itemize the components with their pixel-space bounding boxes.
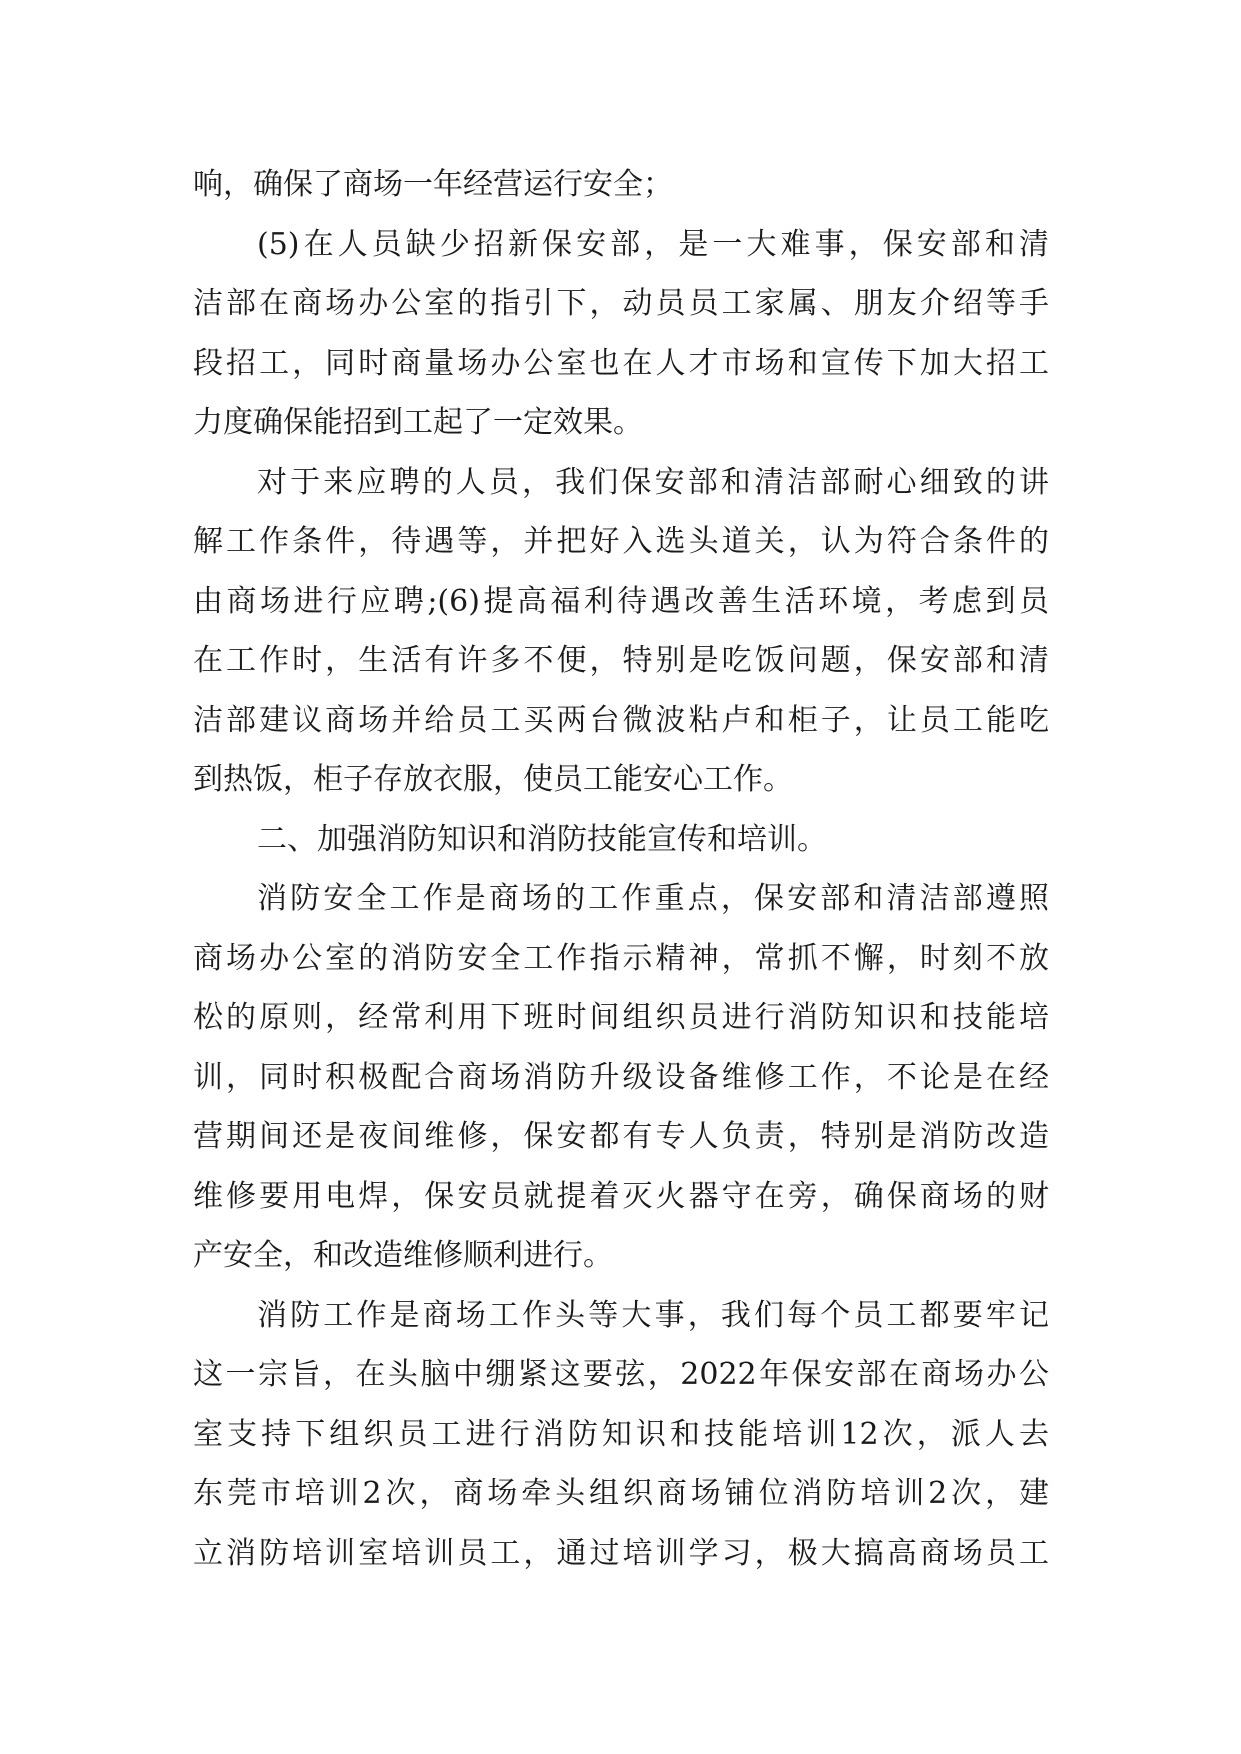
text-line: 响，确保了商场一年经营运行安全； — [193, 167, 673, 202]
text-line: 洁部建议商场并给员工买两台微波粘卢和柜子，让员工能吃 — [193, 702, 1049, 738]
text-line: 东莞市培训2次，商场牵头组织商场铺位消防培训2次，建 — [193, 1476, 1049, 1511]
text-line: 由商场进行应聘;(6)提高福利待遇改善生活环境，考虑到员 — [193, 583, 1049, 619]
text-line: 消防安全工作是商场的工作重点，保安部和清洁部遵照 — [257, 881, 1049, 916]
text-line: 在工作时，生活有许多不便，特别是吃饭问题，保安部和清 — [193, 643, 1049, 678]
text-line: 松的原则，经常利用下班时间组织员进行消防知识和技能培 — [193, 1000, 1049, 1035]
text-line: 立消防培训室培训员工，通过培训学习，极大搞高商场员工 — [193, 1535, 1049, 1571]
text-line: 洁部在商场办公室的指引下，动员员工家属、朋友介绍等手 — [193, 286, 1049, 321]
text-line: 解工作条件，待遇等，并把好入选头道关，认为符合条件的 — [193, 524, 1049, 559]
body-text — [193, 155, 1049, 1583]
text-line: 营期间还是夜间维修，保安都有专人负责，特别是消防改造 — [193, 1119, 1049, 1154]
text-line: 室支持下组织员工进行消防知识和技能培训12次，派人去 — [193, 1416, 1049, 1452]
text-line: 段招工，同时商量场办公室也在人才市场和宣传下加大招工 — [193, 345, 1049, 381]
text-line: 对于来应聘的人员，我们保安部和清洁部耐心细致的讲 — [257, 464, 1049, 500]
text-line: 二、加强消防知识和消防技能宣传和培训。 — [257, 821, 827, 857]
text-line: (5)在人员缺少招新保安部，是一大难事，保安部和清 — [257, 226, 1049, 262]
text-line: 这一宗旨，在头脑中绷紧这要弦，2022年保安部在商场办公 — [193, 1357, 1049, 1392]
text-line: 产安全，和改造维修顺利进行。 — [193, 1238, 613, 1273]
text-line: 维修要用电焊，保安员就提着灭火器守在旁，确保商场的财 — [193, 1178, 1049, 1214]
text-line: 力度确保能招到工起了一定效果。 — [193, 405, 643, 440]
text-line: 到热饭，柜子存放衣服，使员工能安心工作。 — [193, 762, 793, 797]
text-line: 训，同时积极配合商场消防升级设备维修工作，不论是在经 — [193, 1059, 1049, 1095]
text-line: 商场办公室的消防安全工作指示精神，常抓不懈，时刻不放 — [193, 940, 1049, 976]
text-line: 消防工作是商场工作头等大事，我们每个员工都要牢记 — [257, 1297, 1049, 1333]
